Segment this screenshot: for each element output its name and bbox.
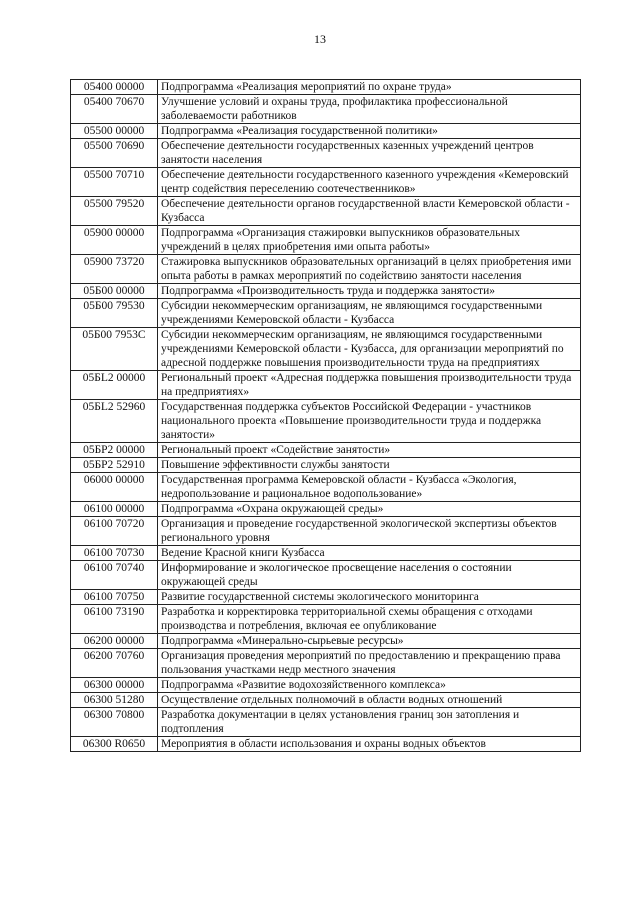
- table-row: [71, 473, 581, 502]
- table-row: [71, 678, 581, 693]
- row-description: Информирование и экологическое просвещение населения о состоянии окружающей среды: [158, 561, 581, 590]
- table-row: [71, 708, 581, 737]
- row-code: 05500 79520: [71, 197, 158, 226]
- table-row: [71, 737, 581, 752]
- table-row: [71, 502, 581, 517]
- budget-classification-table: [70, 79, 581, 752]
- table-row: [71, 605, 581, 634]
- row-description: Подпрограмма «Производительность труда и поддержка занятости»: [158, 284, 581, 299]
- table-row: [71, 80, 581, 95]
- table-row: [71, 649, 581, 678]
- row-code: 05500 70710: [71, 168, 158, 197]
- row-code: 06100 70720: [71, 517, 158, 546]
- table-row: [71, 693, 581, 708]
- row-description: Подпрограмма «Реализация мероприятий по охране труда»: [158, 80, 581, 95]
- table-row: [71, 400, 581, 443]
- table-row: [71, 168, 581, 197]
- table-row: [71, 634, 581, 649]
- row-description: Подпрограмма «Развитие водохозяйственного комплекса»: [158, 678, 581, 693]
- row-code: 05900 73720: [71, 255, 158, 284]
- row-description: Стажировка выпускников образовательных организаций в целях приобретения ими опыта работы в рамках мероприятий по содействию занятости населения: [158, 255, 581, 284]
- row-description: Региональный проект «Содействие занятости»: [158, 443, 581, 458]
- row-description: Ведение Красной книги Кузбасса: [158, 546, 581, 561]
- row-description: Повышение эффективности службы занятости: [158, 458, 581, 473]
- row-code: 06100 70750: [71, 590, 158, 605]
- row-code: 06300 R0650: [71, 737, 158, 752]
- row-code: 05Б00 79530: [71, 299, 158, 328]
- row-description: Региональный проект «Адресная поддержка повышения производительности труда на предприятиях»: [158, 371, 581, 400]
- row-code: 05БР2 52910: [71, 458, 158, 473]
- row-code: 06000 00000: [71, 473, 158, 502]
- table-row: [71, 590, 581, 605]
- row-description: Мероприятия в области использования и охраны водных объектов: [158, 737, 581, 752]
- row-description: Обеспечение деятельности государственного казенного учреждения «Кемеровский центр содействия переселению соотечественников»: [158, 168, 581, 197]
- table-row: [71, 255, 581, 284]
- row-code: 06100 70730: [71, 546, 158, 561]
- row-code: 05400 00000: [71, 80, 158, 95]
- table-row: [71, 124, 581, 139]
- table-row: [71, 458, 581, 473]
- row-description: Субсидии некоммерческим организациям, не являющимся государственными учреждениями Кемеровской области - Кузбасса, для организации мероприятий по адресной поддержке повышения производительности труда на предприятиях: [158, 328, 581, 371]
- table-row: [71, 284, 581, 299]
- row-code: 05900 00000: [71, 226, 158, 255]
- row-description: Улучшение условий и охраны труда, профилактика профессиональной заболеваемости работников: [158, 95, 581, 124]
- row-description: Организация проведения мероприятий по предоставлению и прекращению права пользования участками недр местного значения: [158, 649, 581, 678]
- table-row: [71, 328, 581, 371]
- row-code: 05БР2 00000: [71, 443, 158, 458]
- row-description: Обеспечение деятельности органов государственной власти Кемеровской области - Кузбасса: [158, 197, 581, 226]
- table-row: [71, 517, 581, 546]
- row-code: 06200 70760: [71, 649, 158, 678]
- row-description: Осуществление отдельных полномочий в области водных отношений: [158, 693, 581, 708]
- table-row: [71, 443, 581, 458]
- row-description: Разработка и корректировка территориальной схемы обращения с отходами производства и потребления, включая ее опубликование: [158, 605, 581, 634]
- row-description: Подпрограмма «Организация стажировки выпускников образовательных учреждений в целях приобретения ими опыта работы»: [158, 226, 581, 255]
- row-code: 06100 70740: [71, 561, 158, 590]
- table-row: [71, 561, 581, 590]
- row-code: 05400 70670: [71, 95, 158, 124]
- row-description: Субсидии некоммерческим организациям, не являющимся государственными учреждениями Кемеровской области - Кузбасса: [158, 299, 581, 328]
- row-description: Подпрограмма «Охрана окружающей среды»: [158, 502, 581, 517]
- table-row: [71, 95, 581, 124]
- row-code: 05Б00 7953С: [71, 328, 158, 371]
- row-code: 06200 00000: [71, 634, 158, 649]
- table-row: [71, 197, 581, 226]
- row-description: Подпрограмма «Минерально-сырьевые ресурсы»: [158, 634, 581, 649]
- row-code: 05Б00 00000: [71, 284, 158, 299]
- row-description: Подпрограмма «Реализация государственной политики»: [158, 124, 581, 139]
- table-row: [71, 139, 581, 168]
- row-description: Развитие государственной системы экологического мониторинга: [158, 590, 581, 605]
- row-code: 05БL2 00000: [71, 371, 158, 400]
- row-code: 06300 70800: [71, 708, 158, 737]
- table-row: [71, 546, 581, 561]
- table-row: [71, 299, 581, 328]
- row-code: 05БL2 52960: [71, 400, 158, 443]
- row-code: 06100 00000: [71, 502, 158, 517]
- table-row: [71, 226, 581, 255]
- row-description: Разработка документации в целях установления границ зон затопления и подтопления: [158, 708, 581, 737]
- table-row: [71, 371, 581, 400]
- row-description: Государственная программа Кемеровской области - Кузбасса «Экология, недропользование и рациональное водопользование»: [158, 473, 581, 502]
- row-code: 06300 00000: [71, 678, 158, 693]
- page-number: 13: [314, 32, 326, 46]
- row-description: Государственная поддержка субъектов Российской Федерации - участников национального проекта «Повышение производительности труда и поддержка занятости»: [158, 400, 581, 443]
- row-description: Обеспечение деятельности государственных казенных учреждений центров занятости населения: [158, 139, 581, 168]
- row-code: 06300 51280: [71, 693, 158, 708]
- row-code: 05500 00000: [71, 124, 158, 139]
- row-description: Организация и проведение государственной экологической экспертизы объектов регионального уровня: [158, 517, 581, 546]
- table-body: [71, 80, 581, 752]
- row-code: 05500 70690: [71, 139, 158, 168]
- row-code: 06100 73190: [71, 605, 158, 634]
